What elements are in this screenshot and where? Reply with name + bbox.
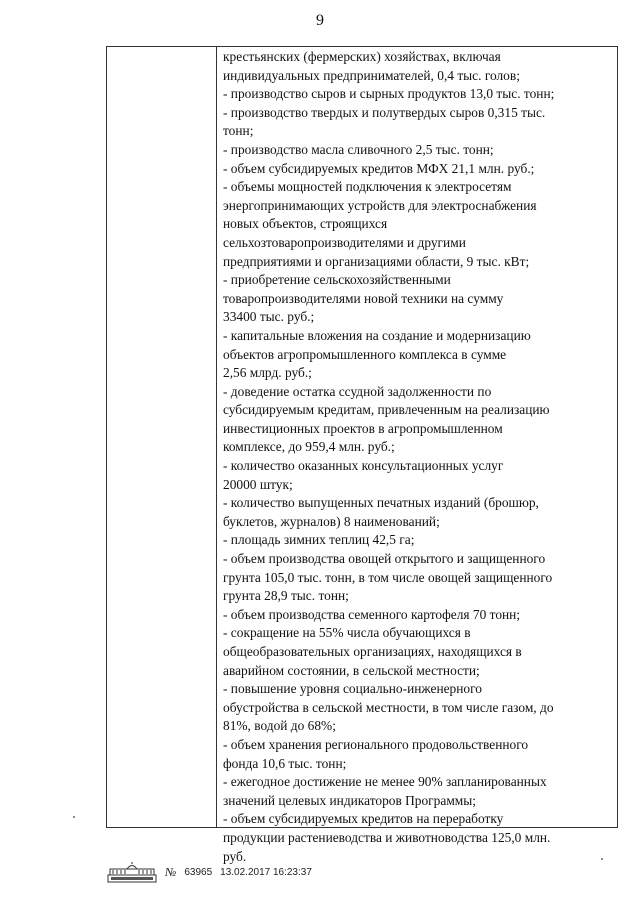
text-line: - производство масла сливочного 2,5 тыс. тонн;	[223, 141, 494, 157]
text-line: - объемы мощностей подключения к электросетям	[223, 179, 512, 195]
text-line: продукции растениеводства и животноводства 125,0 млн.	[223, 829, 551, 845]
text-line: - повышение уровня социально-инженерного	[223, 681, 482, 697]
text-line: значений целевых индикаторов Программы;	[223, 792, 476, 808]
text-line: - объем субсидируемых кредитов на переработку	[223, 811, 504, 827]
text-line: - количество выпущенных печатных изданий (брошюр,	[223, 495, 539, 511]
document-datetime: 13.02.2017 16:23:37	[220, 866, 312, 878]
text-line: - производство сыров и сырных продуктов 13,0 тыс. тонн;	[223, 86, 555, 102]
scan-speck	[601, 858, 603, 860]
number-sign: №	[165, 864, 177, 879]
text-line: комплексе, до 959,4 млн. руб.;	[223, 439, 395, 455]
text-line: - объем хранения регионального продовольственного	[223, 736, 529, 752]
text-line: крестьянских (фермерских) хозяйствах, включая	[223, 49, 501, 64]
indicators-text-cell	[223, 48, 615, 866]
text-line: энергопринимающих устройств для электроснабжения	[223, 197, 537, 213]
text-line: - количество оказанных консультационных услуг	[223, 458, 504, 474]
text-line: аварийном состоянии, в сельской местности;	[223, 662, 480, 678]
text-line: - сокращение на 55% числа обучающихся в	[223, 625, 471, 641]
text-line: инвестиционных проектов в агропромышленном	[223, 420, 503, 436]
text-line: обустройства в сельской местности, в том числе газом, до	[223, 699, 554, 715]
document-table	[106, 46, 618, 864]
page-number: 9	[316, 12, 324, 29]
text-line: предприятиями и организациями области, 9 тыс. кВт;	[223, 253, 530, 269]
text-line: общеобразовательных организациях, находящихся в	[223, 644, 522, 659]
text-line: товаропроизводителями новой техники на сумму	[223, 290, 504, 306]
text-line: 81%, водой до 68%;	[223, 718, 336, 734]
scan-speck	[73, 816, 75, 818]
text-line: 33400 тыс. руб.;	[223, 309, 315, 325]
column-divider	[216, 47, 217, 827]
text-line: буклетов, журналов) 8 наименований;	[223, 513, 440, 529]
text-line: объектов агропромышленного комплекса в сумме	[223, 346, 507, 362]
text-line: - объем производства овощей открытого и защищенного	[223, 551, 546, 567]
text-line: тонн;	[223, 123, 254, 139]
text-line: - капитальные вложения на создание и модернизацию	[223, 327, 531, 343]
text-line: грунта 105,0 тыс. тонн, в том числе овощей защищенного	[223, 569, 553, 585]
text-line: новых объектов, строящихся	[223, 216, 388, 232]
text-line: индивидуальных предпринимателей, 0,4 тыс. голов;	[223, 67, 520, 83]
text-line: - объем субсидируемых кредитов МФХ 21,1 млн. руб.;	[223, 160, 535, 176]
text-line: - ежегодное достижение не менее 90% запланированных	[223, 774, 547, 790]
text-line: - объем производства семенного картофеля 70 тонн;	[223, 606, 521, 622]
text-line: сельхозтоваропроизводителями и другими	[223, 234, 466, 250]
text-line: - производство твердых и полутвердых сыров 0,315 тыс.	[223, 104, 546, 120]
text-line: - площадь зимних теплиц 42,5 га;	[223, 532, 415, 548]
text-line: 20000 штук;	[223, 476, 293, 492]
building-emblem-icon	[107, 861, 157, 883]
text-line: субсидируемым кредитам, привлеченным на реализацию	[223, 402, 550, 418]
text-line: грунта 28,9 тыс. тонн;	[223, 588, 349, 604]
text-line: - доведение остатка ссудной задолженности по	[223, 383, 492, 399]
text-line: руб.	[223, 848, 247, 864]
text-line: - приобретение сельскохозяйственными	[223, 272, 451, 288]
document-number: 63965	[184, 866, 213, 878]
text-line: 2,56 млрд. руб.;	[223, 365, 312, 381]
text-line: фонда 10,6 тыс. тонн;	[223, 755, 347, 771]
document-footer	[107, 860, 312, 884]
